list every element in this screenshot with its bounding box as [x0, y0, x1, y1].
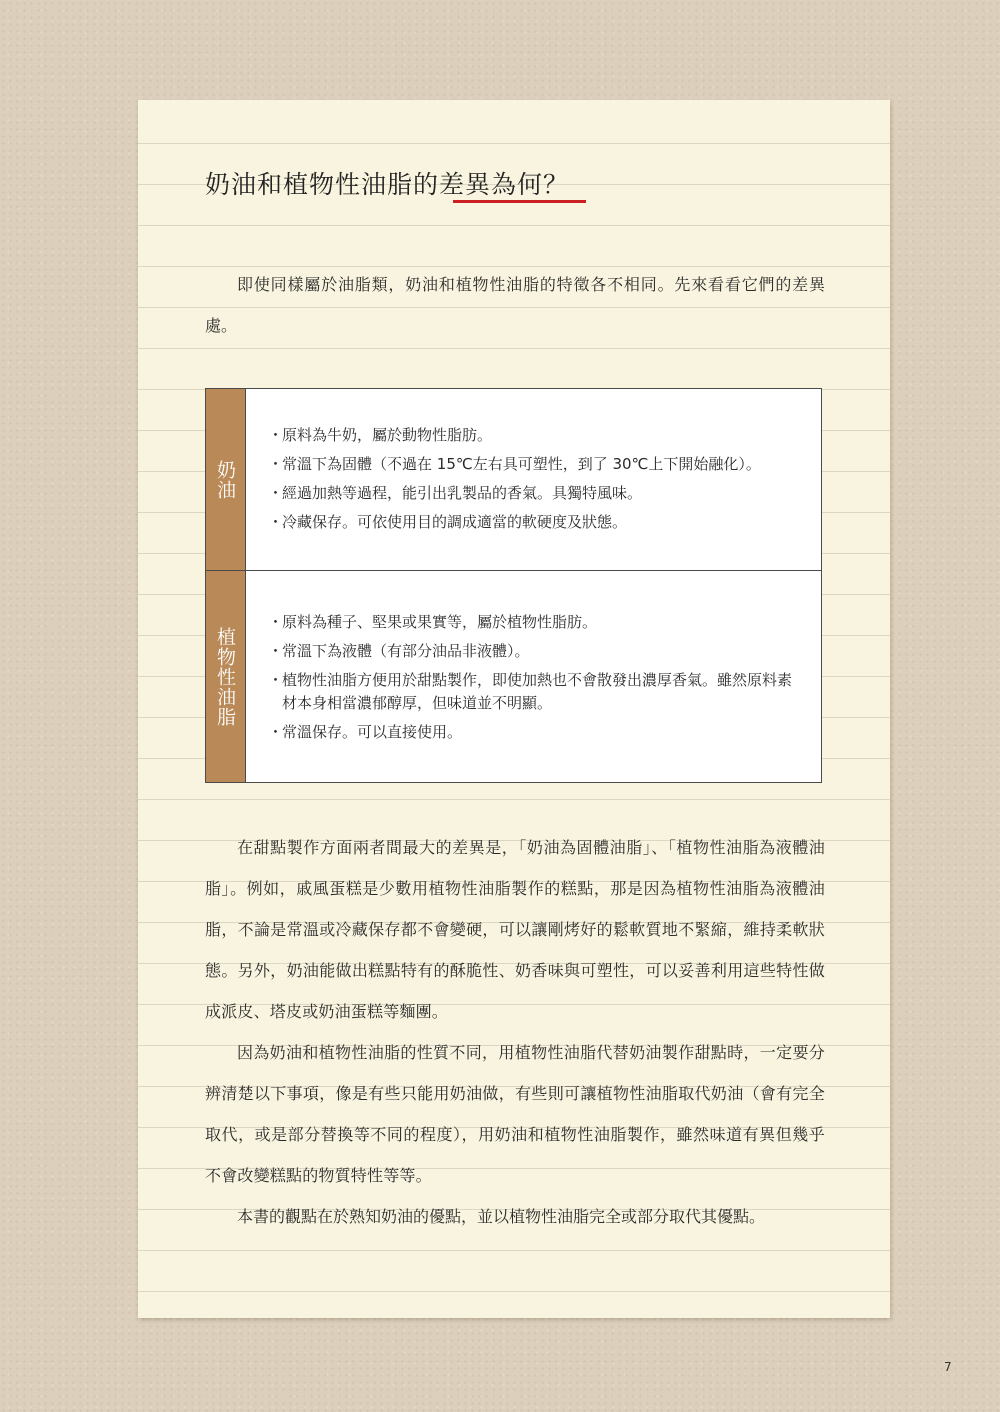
- title-red-underline: [453, 200, 586, 203]
- page-number: 7: [944, 1360, 952, 1374]
- list-item: ・ 經過加熱等過程，能引出乳製品的香氣。具獨特風味。: [268, 484, 643, 502]
- butter-label: 奶油: [214, 459, 236, 500]
- list-item: ・ 常溫下為固體（不過在 15℃左右具可塑性，到了 30℃上下開始融化）。: [268, 455, 761, 473]
- list-item: ・ 常溫保存。可以直接使用。: [268, 723, 463, 741]
- body-paragraph: 因為奶油和植物性油脂的性質不同，用植物性油脂代替奶油製作甜點時，一定要分辨清楚以下事項，像是有些只能用奶油做，有些則可讓植物性油脂取代奶油（會有完全取代，或是部分替換等不同的程度），用奶油和植物性油脂製作，雖然味道有異但幾乎不會改變糕點的物質特性等等。: [205, 1043, 825, 1185]
- body-paragraph: 本書的觀點在於熟知奶油的優點，並以植物性油脂完全或部分取代其優點。: [237, 1207, 766, 1226]
- page-title: [205, 165, 569, 205]
- vegetable-label-cell: [206, 571, 246, 782]
- intro-text: 即使同樣屬於油脂類，奶油和植物性油脂的特徵各不相同。先來看看它們的差異處。: [205, 275, 825, 335]
- butter-row: [206, 389, 821, 571]
- list-item: ・ 植物性油脂方便用於甜點製作，即使加熱也不會散發出濃厚香氣。雖然原料素材本身相當濃郁醇厚，但味道並不明顯。: [268, 671, 793, 712]
- body-text: [205, 827, 825, 1237]
- title-emphasis: 差異為何？: [439, 170, 570, 199]
- body-paragraph: 在甜點製作方面兩者間最大的差異是，「奶油為固體油脂」、「植物性油脂為液體油脂」。例如，戚風蛋糕是少數用植物性油脂製作的糕點，那是因為植物性油脂為液體油脂，不論是常溫或冷藏保存都不會變硬，可以讓剛烤好的鬆軟質地不緊縮，維持柔軟狀態。另外，奶油能做出糕點特有的酥脆性、奶香味與可塑性，可以妥善利用這些特性做成派皮、塔皮或奶油蛋糕等麵團。: [205, 838, 825, 1021]
- vegetable-label: 植物性油脂: [214, 626, 236, 727]
- title-prefix: 奶油和植物性油脂的: [205, 170, 440, 199]
- butter-features: [268, 421, 801, 537]
- vegetable-oil-row: [206, 571, 821, 782]
- list-item: ・ 常溫下為液體（有部分油品非液體）。: [268, 642, 530, 660]
- comparison-table: [205, 388, 822, 783]
- vegetable-features: [268, 608, 801, 747]
- list-item: ・ 冷藏保存。可依使用目的調成適當的軟硬度及狀態。: [268, 513, 628, 531]
- intro-paragraph: [205, 264, 825, 346]
- list-item: ・ 原料為種子、堅果或果實等，屬於植物性脂肪。: [268, 613, 598, 631]
- butter-label-cell: [206, 389, 246, 570]
- list-item: ・ 原料為牛奶，屬於動物性脂肪。: [268, 426, 493, 444]
